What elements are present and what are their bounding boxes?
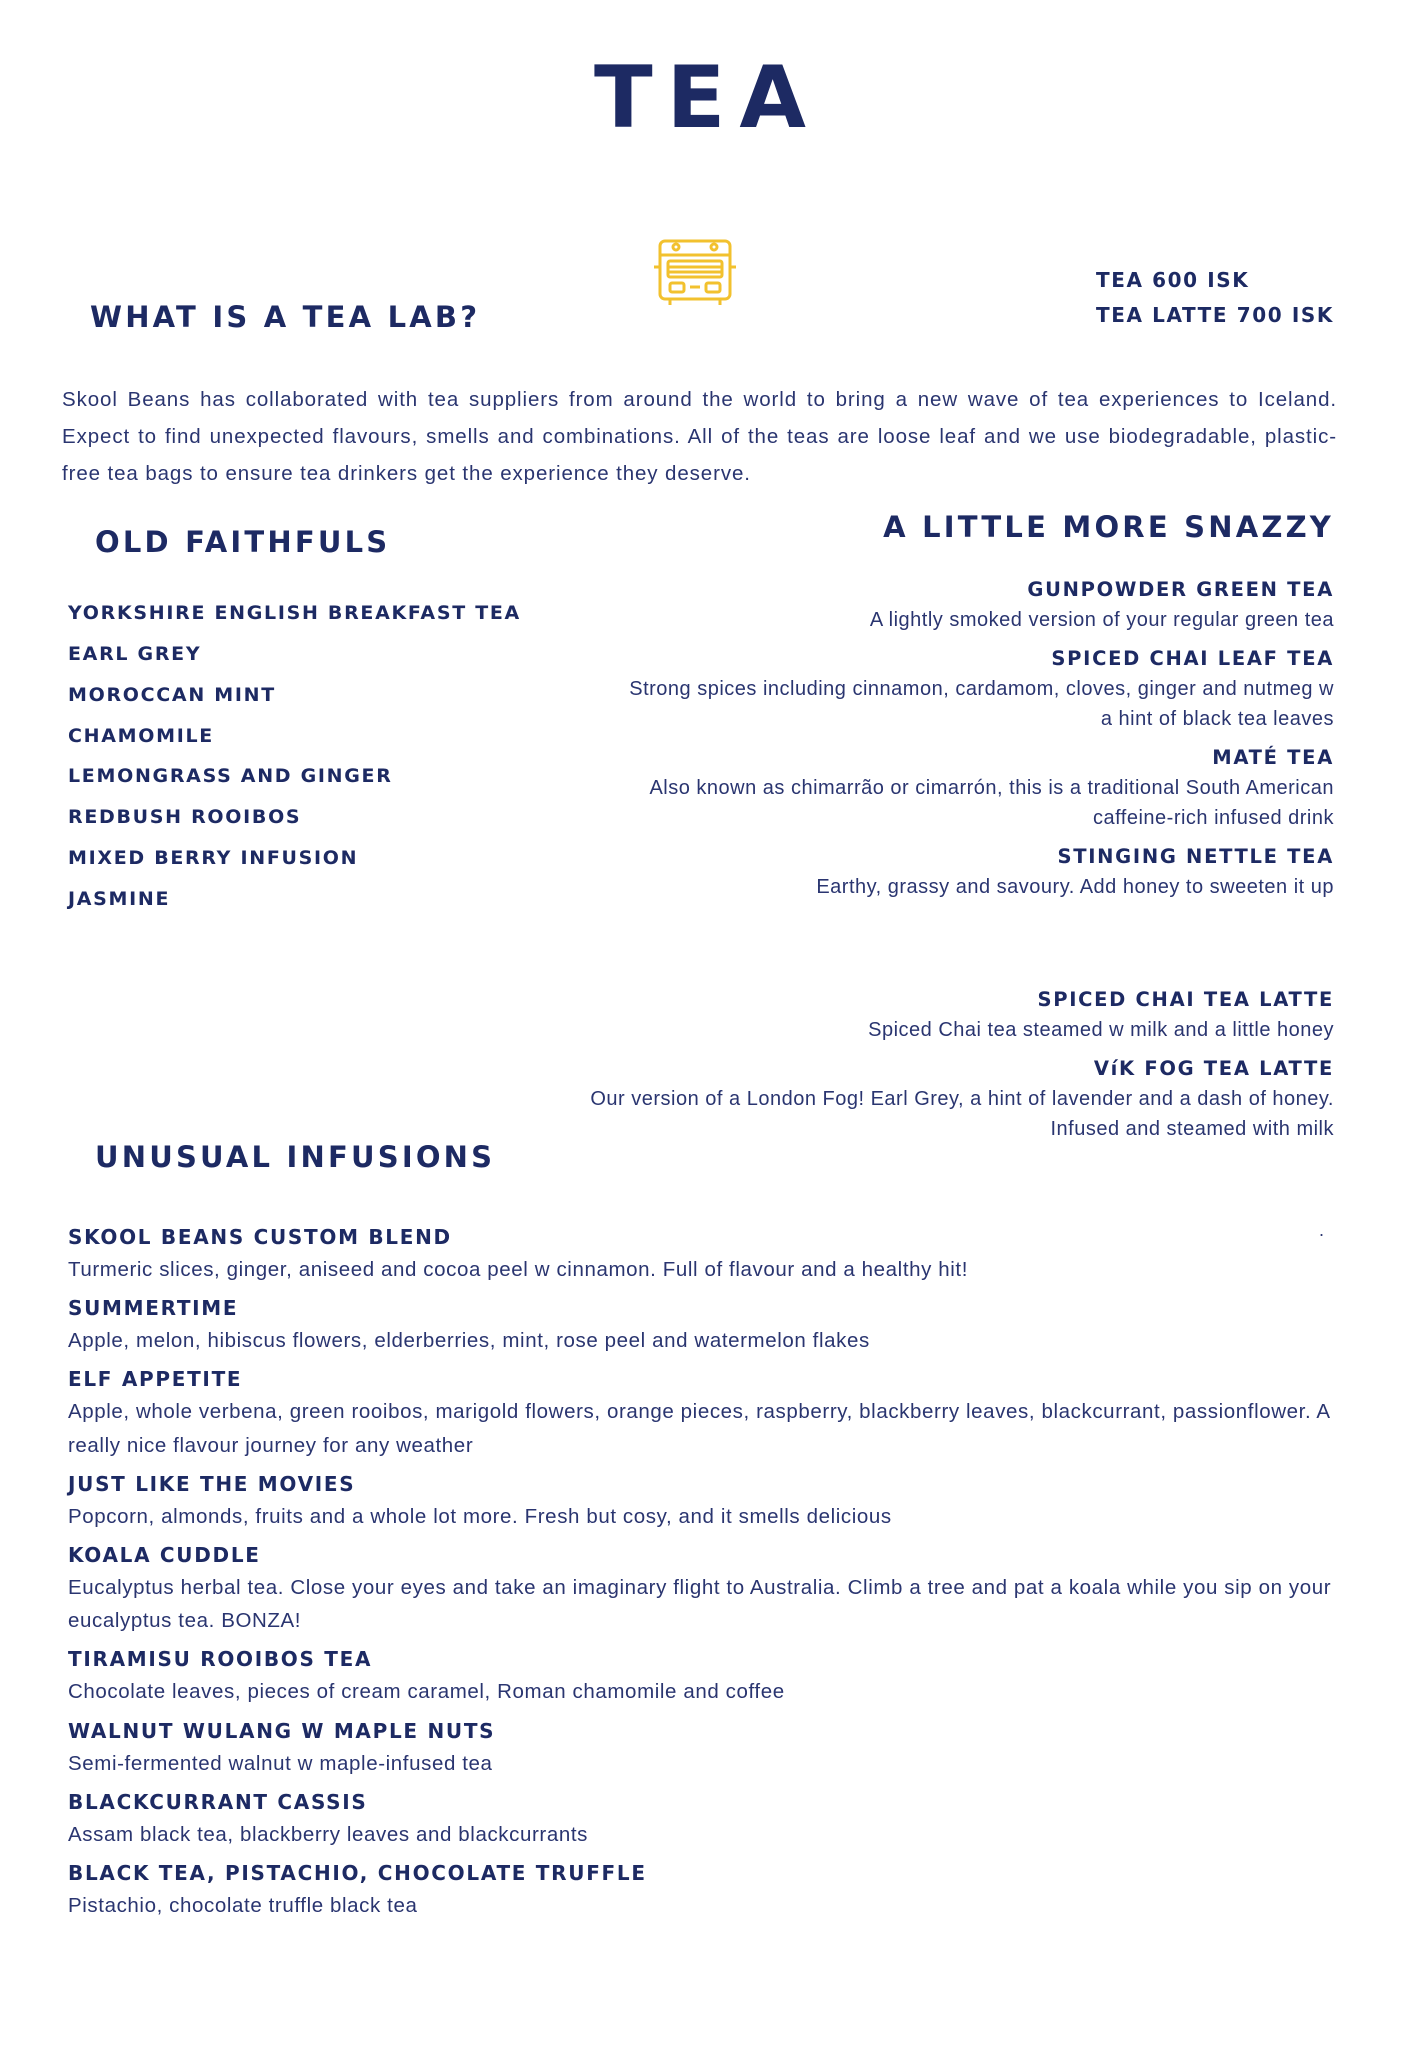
section-heading-a-little-more-snazzy: A LITTLE MORE SNAZZY <box>883 510 1334 544</box>
list-item: YORKSHIRE ENGLISH BREAKFAST TEA <box>68 602 521 624</box>
list-item <box>68 1292 1348 1357</box>
list-item: REDBUSH ROOIBOS <box>68 806 302 829</box>
item-name: KOALA CUDDLE <box>68 1543 261 1568</box>
item-name: STINGING NETTLE TEA <box>1057 844 1334 868</box>
item-name: SUMMERTIME <box>68 1296 239 1321</box>
section-heading-old-faithfuls: OLD FAITHFULS <box>95 525 391 559</box>
item-description: Also known as chimarrão or cimarrón, this is a traditional South American caffeine-rich infused drink <box>649 776 1334 830</box>
item-name: BLACKCURRANT CASSIS <box>68 1789 368 1814</box>
item-description: Our version of a London Fog! Earl Grey, a hint of lavender and a dash of honey. Infused and steamed with milk <box>590 1087 1334 1141</box>
list-item: EARL GREY <box>68 642 202 665</box>
list-item: CHAMOMILE <box>68 724 214 747</box>
list-item <box>68 1539 1348 1637</box>
list-item <box>614 743 1334 834</box>
item-name: TIRAMISU ROOIBOS TEA <box>68 1647 373 1672</box>
list-item <box>68 1786 1348 1851</box>
item-name: ELF APPETITE <box>68 1367 243 1392</box>
menu-page <box>0 48 1414 2055</box>
list-item <box>68 1363 1348 1461</box>
list-item <box>574 985 1334 1046</box>
item-name: BLACK TEA, PISTACHIO, CHOCOLATE TRUFFLE <box>68 1861 647 1886</box>
list-item <box>574 1054 1334 1145</box>
list-item: MIXED BERRY INFUSION <box>68 847 359 870</box>
item-description: Apple, melon, hibiscus flowers, elderberries, mint, rose peel and watermelon flakes <box>68 1329 870 1353</box>
list-item <box>614 842 1334 903</box>
unusual-infusions-list <box>68 1215 1348 1922</box>
item-name: SKOOL BEANS CUSTOM BLEND <box>68 1225 452 1249</box>
page-title: TEA <box>594 48 820 148</box>
item-name: GUNPOWDER GREEN TEA <box>1027 578 1334 601</box>
item-name: MATÉ TEA <box>1212 745 1334 769</box>
item-description: Eucalyptus herbal tea. Close your eyes and take an imaginary flight to Australia. Climb a tree and pat a koala while you sip on your eucalyptus tea. BONZA! <box>68 1576 1332 1633</box>
list-item <box>68 1857 1348 1922</box>
list-item <box>68 1643 1348 1708</box>
intro-paragraph: Skool Beans has collaborated with tea suppliers from around the world to bring a new wave of tea experiences to Iceland. Expect to find unexpected flavours, smells and combinations. All of the teas are loose leaf and we use biodegradable, plastic-free tea bags to ensure tea drinkers get the experience they deserve. <box>62 387 1337 486</box>
list-item: JASMINE <box>68 887 171 910</box>
item-name: WALNUT WULANG W MAPLE NUTS <box>68 1718 496 1743</box>
list-item <box>68 1221 1348 1286</box>
item-description: Earthy, grassy and savoury. Add honey to sweeten it up <box>816 875 1334 898</box>
item-description: Pistachio, chocolate truffle black tea <box>68 1894 418 1918</box>
price-list <box>1096 263 1334 333</box>
item-description: Assam black tea, blackberry leaves and blackcurrants <box>68 1822 589 1846</box>
snazzy-latte-list <box>574 985 1334 1153</box>
trailing-mark: . <box>1318 1220 1324 1240</box>
item-name: SPICED CHAI LEAF TEA <box>1051 646 1334 670</box>
item-description: Spiced Chai tea steamed w milk and a little honey <box>868 1019 1334 1042</box>
item-description: Turmeric slices, ginger, aniseed and cocoa peel w cinnamon. Full of flavour and a healthy hit! <box>68 1258 969 1281</box>
price-tea: TEA 600 ISK <box>1095 268 1250 292</box>
list-item <box>614 575 1334 636</box>
item-description: Apple, whole verbena, green rooibos, marigold flowers, orange pieces, raspberry, blackberry leaves, blackcurrant, passionflower. A really nice flavour journey for any weather <box>68 1400 1330 1457</box>
list-item: MOROCCAN MINT <box>68 683 276 706</box>
section-heading-unusual-infusions: UNUSUAL INFUSIONS <box>95 1140 496 1174</box>
section-heading-what-is-a-tea-lab: WHAT IS A TEA LAB? <box>90 300 481 334</box>
price-tea-latte: TEA LATTE 700 ISK <box>1095 303 1334 327</box>
item-description: Strong spices including cinnamon, cardamom, cloves, ginger and nutmeg w a hint of black tea leaves <box>629 677 1334 731</box>
item-description: A lightly smoked version of your regular green tea <box>869 609 1334 632</box>
item-name: JUST LIKE THE MOVIES <box>68 1471 356 1496</box>
list-item <box>614 644 1334 735</box>
list-item: LEMONGRASS AND GINGER <box>68 765 393 788</box>
list-item <box>68 1468 1348 1533</box>
list-item <box>68 1715 1348 1780</box>
item-description: Chocolate leaves, pieces of cream caramel, Roman chamomile and coffee <box>68 1680 785 1704</box>
item-name: SPICED CHAI TEA LATTE <box>1037 988 1334 1011</box>
item-name: VíK FOG TEA LATTE <box>1093 1056 1334 1080</box>
snazzy-list <box>614 575 1334 910</box>
item-description: Semi-fermented walnut w maple-infused tea <box>68 1751 493 1775</box>
school-bus-icon <box>640 233 750 313</box>
old-faithfuls-list <box>68 593 628 920</box>
item-description: Popcorn, almonds, fruits and a whole lot more. Fresh but cosy, and it smells delicious <box>68 1504 892 1528</box>
